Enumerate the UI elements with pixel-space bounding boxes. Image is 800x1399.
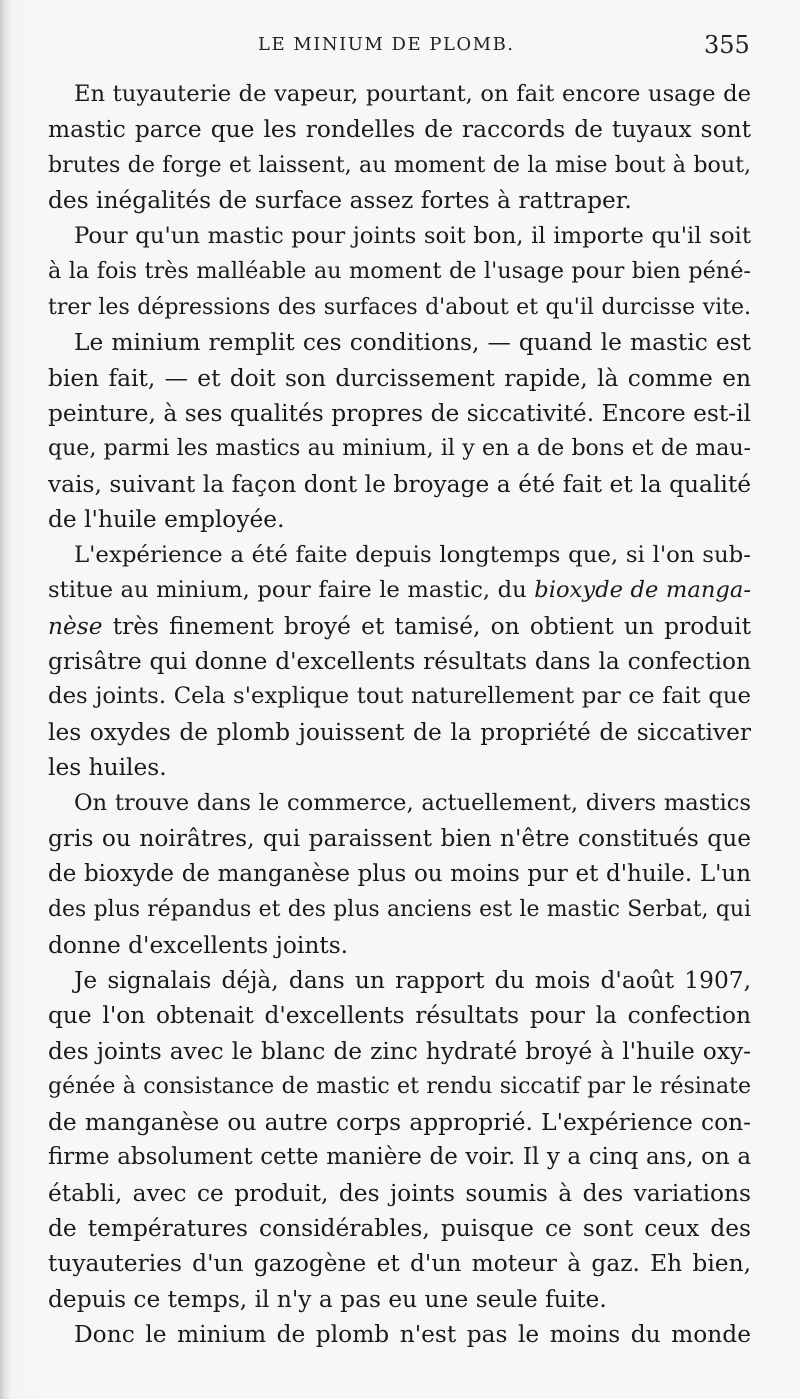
text-line [48,609,751,644]
text-line: de l'huile employée. [48,506,285,534]
text-line: à la fois très malléable au moment de l'usage pour bien péné- [48,258,751,285]
text-span: très finement broyé et tamisé, on obtient un produit [102,612,751,640]
text-line: On trouve dans le commerce, actuellement, divers mastics [74,789,751,816]
italic-term: nèse [48,612,103,640]
body-text [48,77,751,1353]
text-line: peinture, à ses qualités propres de siccativité. Encore est-il [48,399,751,427]
text-line: firme absolument cette manière de voir. Il y a cinq ans, on a [48,1144,751,1171]
text-line: depuis ce temps, il n'y a pas eu une seule fuite. [48,1285,607,1313]
text-line: donne d'excellents joints. [48,931,349,959]
text-line: brutes de forge et laissent, au moment de la mise bout à bout, [48,151,751,178]
text-line: des plus répandus et des plus anciens est le mastic Serbat, qui [48,897,751,923]
running-title: LE MINIUM DE PLOMB. [258,34,515,55]
text-line: de bioxyde de manganèse plus ou moins pur et d'huile. L'un [48,860,751,887]
text-line: En tuyauterie de vapeur, pourtant, on fait encore usage de [74,81,751,107]
page-number: 355 [704,31,750,59]
text-line: vais, suivant la façon dont le broyage a été fait et la qualité [48,470,751,498]
text-line: mastic parce que les rondelles de raccords de tuyaux sont [48,116,751,144]
text-line: des joints. Cela s'explique tout naturellement par ce fait que [48,683,751,710]
text-line: Je signalais déjà, dans un rapport du mois d'août 1907, [74,966,751,994]
text-line: Pour qu'un mastic pour joints soit bon, il importe qu'il soit [74,222,751,249]
text-line: génée à consistance de mastic et rendu siccatif par le résinate [48,1074,751,1100]
text-line: gris ou noirâtres, qui paraissent bien n'être constitués que [48,825,751,853]
text-line: Donc le minium de plomb n'est pas le moins du monde [74,1321,751,1349]
text-line: établi, avec ce produit, des joints soumis à des variations [48,1179,751,1207]
text-line: tuyauteries d'un gazogène et d'un moteur à gaz. Eh bien, [48,1250,751,1278]
text-line: grisâtre qui donne d'excellents résultats dans la confection [48,648,751,675]
text-line: bien fait, — et doit son durcissement rapide, là comme en [48,364,751,392]
text-span: stitue au minium, pour faire le mastic, du [48,577,535,604]
text-line: les oxydes de plomb jouissent de la propriété de siccativer [48,718,751,746]
text-line: trer les dépressions des surfaces d'about et qu'il durcisse vite. [48,294,751,320]
italic-term: bioxyde de manga- [534,577,752,604]
text-line [48,573,751,608]
text-line: que, parmi les mastics au minium, il y en a de bons et de mau- [48,436,751,462]
text-line: de températures considérables, puisque ce sont ceux des [48,1215,751,1242]
text-line: les huiles. [48,754,167,782]
text-line: Le minium remplit ces conditions, — quand le mastic est [74,329,751,357]
text-line: que l'on obtenait d'excellents résultats pour la confection [48,1002,751,1030]
text-line: des inégalités de surface assez fortes à rattraper. [48,187,632,215]
text-line: des joints avec le blanc de zinc hydraté broyé à l'huile oxy- [48,1037,751,1065]
text-line: de manganèse ou autre corps approprié. L'expérience con- [48,1108,751,1136]
running-head [0,31,800,64]
text-line: L'expérience a été faite depuis longtemps que, si l'on sub- [74,541,751,568]
